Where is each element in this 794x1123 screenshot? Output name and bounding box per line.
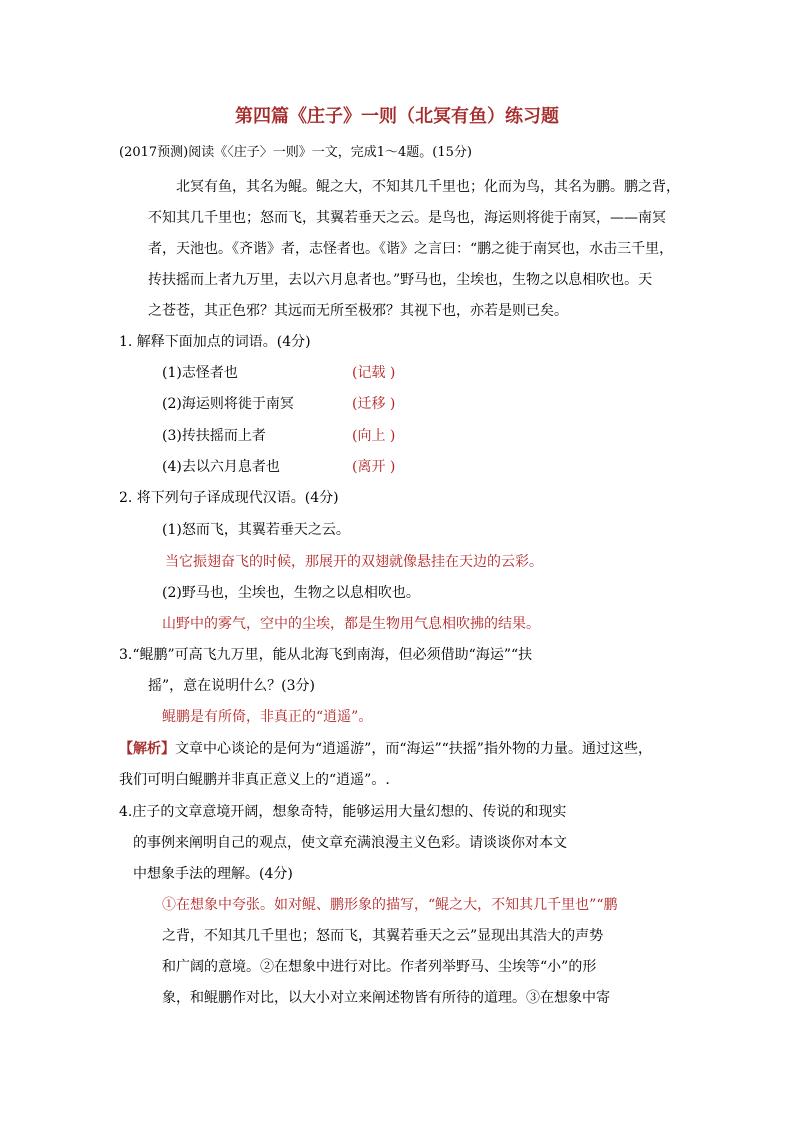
intro-text: (2017预测)阅读《〈庄子〉一则》一文，完成1～4题。(15分)	[119, 145, 472, 160]
q1-item-1-answer: (记载 )	[352, 365, 396, 381]
passage-line-3: 者，天池也。《齐谐》者，志怪者也。《谐》之言曰：“鹏之徙于南冥也，水击三千里，	[148, 241, 674, 257]
passage-line-5: 之苍苍，其正色邪？其远而无所至极邪？其视下也，亦若是则已矣。	[148, 303, 568, 319]
question-3-stem-line-1: 3.“鲲鹏”可高飞九万里，能从北海飞到南海，但必须借助“海运”“扶	[119, 647, 533, 663]
analysis-line-2: 我们可明白鲲鹏并非真正意义上的“逍遥”。.	[119, 772, 390, 788]
q1-item-4-answer: (离开 )	[352, 459, 396, 475]
q1-item-4: (4)去以六月息者也	[162, 459, 280, 475]
q4-answer-line-1: ①在想象中夸张。如对鲲、鹏形象的描写，“鲲之大，不知其几千里也”“鹏	[162, 897, 618, 913]
q1-item-2-answer: (迁移 )	[352, 396, 396, 412]
document-title: 第四篇《庄子》一则（北冥有鱼）练习题	[235, 106, 559, 127]
analysis-tag: 【解析】	[119, 741, 175, 757]
q2-answer-1: 当它振翅奋飞的时候，那展开的双翅就像悬挂在天边的云彩。	[165, 554, 543, 570]
q2-sentence-2: (2)野马也，尘埃也，生物之以息相吹也。	[162, 585, 420, 601]
question-1-stem: 1. 解释下面加点的词语。(4分)	[119, 334, 311, 350]
passage-line-1: 北冥有鱼，其名为鲲。鲲之大，不知其几千里也；化而为鸟，其名为鹏。鹏之背，	[176, 179, 680, 195]
question-2-stem: 2. 将下列句子译成现代汉语。(4分)	[119, 490, 339, 506]
q2-sentence-1: (1)怒而飞，其翼若垂天之云。	[162, 522, 350, 538]
q3-answer: 鲲鹏是有所倚，非真正的“逍遥”。	[162, 709, 373, 725]
analysis-text-1: 文章中心谈论的是何为“逍遥游”，而“海运”“扶摇”指外物的力量。通过这些，	[175, 741, 652, 757]
analysis-line-1	[119, 739, 652, 759]
q1-item-3-answer: (向上 )	[352, 428, 396, 444]
q4-answer-line-2: 之背，不知其几千里也；怒而飞，其翼若垂天之云”显现出其浩大的声势	[162, 928, 604, 944]
question-4-stem-line-1: 4.庄子的文章意境开阔，想象奇特，能够运用大量幻想的、传说的和现实	[119, 804, 567, 820]
question-4-stem-line-2: 的事例来阐明自己的观点，使文章充满浪漫主义色彩。请谈谈你对本文	[133, 835, 567, 851]
passage-line-2: 不知其几千里也；怒而飞，其翼若垂天之云。是鸟也，海运则将徙于南冥，——南冥	[148, 210, 666, 226]
q4-answer-line-4: 象，和鲲鹏作对比，以大小对立来阐述物皆有所待的道理。③在想象中寄	[162, 990, 610, 1006]
q1-item-3: (3)抟扶摇而上者	[162, 428, 266, 444]
question-3-stem-line-2: 摇”，意在说明什么？(3分)	[148, 678, 315, 694]
q1-item-2: (2)海运则将徙于南冥	[162, 396, 294, 412]
passage-line-4: 抟扶摇而上者九万里，去以六月息者也。”野马也，尘埃也，生物之以息相吹也。天	[148, 272, 653, 288]
q2-answer-2: 山野中的雾气，空中的尘埃，都是生物用气息相吹拂的结果。	[162, 616, 540, 632]
question-4-stem-line-3: 中想象手法的理解。(4分)	[133, 866, 293, 882]
q4-answer-line-3: 和广阔的意境。②在想象中进行对比。作者列举野马、尘埃等“小”的形	[162, 959, 597, 975]
q1-item-1: (1)志怪者也	[162, 365, 238, 381]
